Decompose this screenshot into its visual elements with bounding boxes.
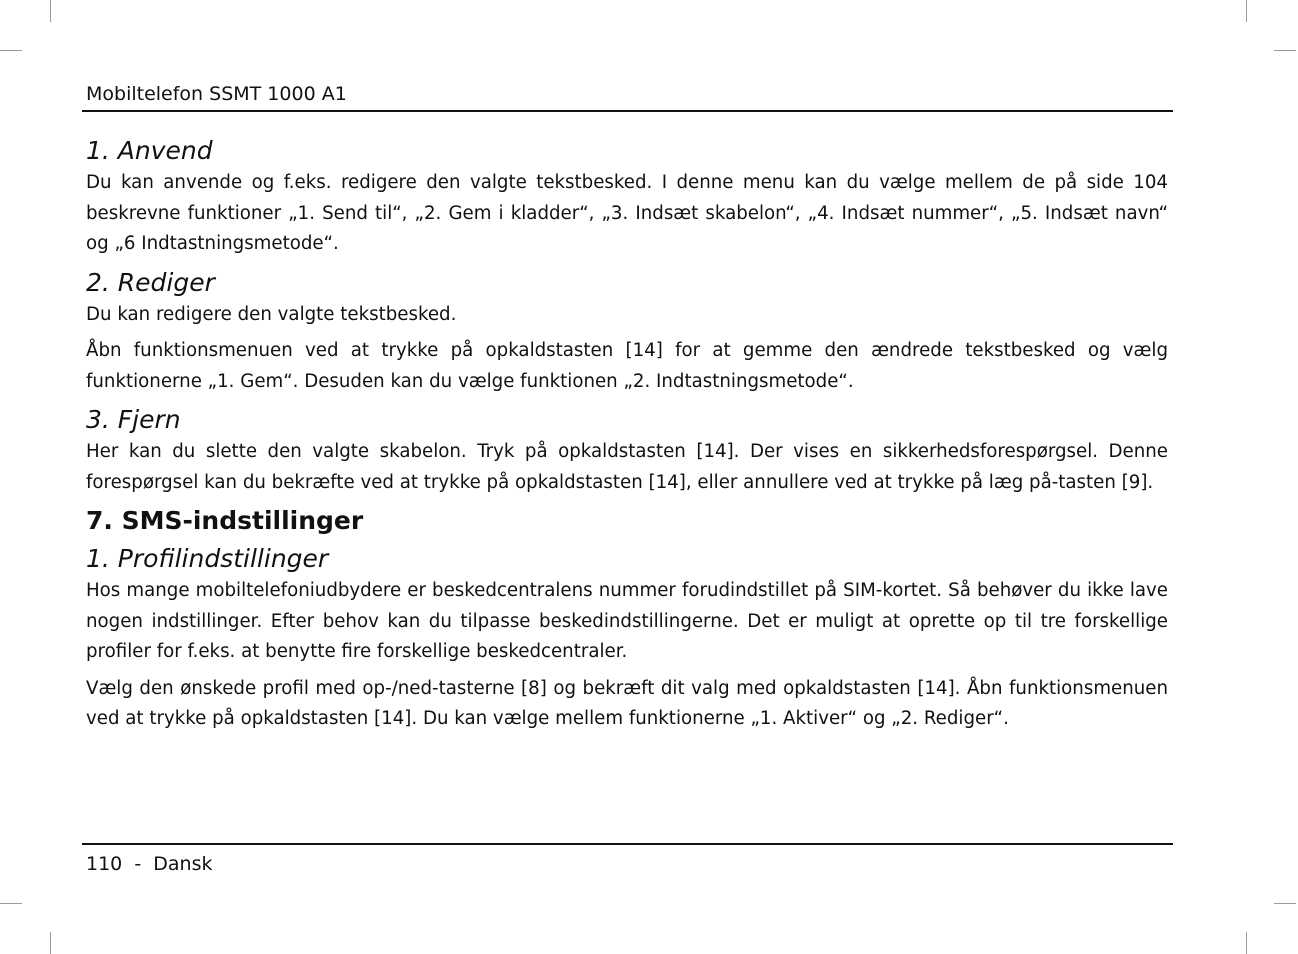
- crop-mark: [0, 50, 22, 51]
- section-heading-sms: 7. SMS-indstillinger: [86, 506, 364, 535]
- subheading-anvend: 1. Anvend: [86, 136, 213, 165]
- subheading-fjern: 3. Fjern: [86, 405, 181, 434]
- crop-mark: [1274, 903, 1296, 904]
- paragraph: Åbn funktionsmenuen ved at trykke på opkaldstasten [14] for at gemme den ændrede tekstbesked og vælg funktionerne „1. Gem“. Desuden kan du vælge funktionen „2. Indtastningsmetode“.: [86, 340, 1168, 392]
- crop-mark: [0, 903, 22, 904]
- paragraph: Vælg den ønskede profil med op-/ned-tasterne [8] og bekræft dit valg med opkaldstasten [14]. Åbn funktionsmenuen ved at trykke på opkaldstasten [14]. Du kan vælge mellem funktionerne „1. Aktiver“ og „2. Rediger“.: [86, 677, 1168, 729]
- crop-mark: [1246, 0, 1247, 22]
- paragraph: Du kan anvende og f.eks. redigere den valgte tekstbesked. I denne menu kan du vælge mellem de på side 104 beskrevne funktioner „1. Send til“, „2. Gem i kladder“, „3. Indsæt skabelon“, „4. Indsæt nummer“, „5. Indsæt navn“ og „6 Indtastningsmetode“.: [86, 172, 1168, 254]
- paragraph: Hos mange mobiltelefoniudbydere er beskedcentralens nummer forudindstillet på SIM-kortet. Så behøver du ikke lave nogen indstillinger. Efter behov kan du tilpasse beskedindstillingerne. Det er muligt at oprette op til tre forskellige profiler for f.eks. at benytte fire forskellige beskedcentraler.: [86, 580, 1168, 662]
- page-body: [86, 134, 1168, 735]
- paragraph: Her kan du slette den valgte skabelon. Tryk på opkaldstasten [14]. Der vises en sikkerhedsforespørgsel. Denne forespørgsel kan du bekræfte ved at trykke på opkaldstasten [14], eller annullere ved at trykke på læg på-tasten [9].: [86, 441, 1168, 493]
- page-footer: 110 - Dansk: [86, 853, 213, 875]
- crop-mark: [1274, 50, 1296, 51]
- subheading-rediger: 2. Rediger: [86, 267, 215, 297]
- paragraph: Du kan redigere den valgte tekstbesked.: [86, 303, 457, 325]
- header-rule: [82, 110, 1173, 112]
- running-header: Mobiltelefon SSMT 1000 A1: [86, 83, 347, 105]
- crop-mark: [1246, 932, 1247, 954]
- crop-mark: [50, 0, 51, 22]
- footer-rule: [82, 843, 1173, 845]
- crop-mark: [50, 932, 51, 954]
- subheading-profil: 1. Profilindstillinger: [86, 544, 329, 573]
